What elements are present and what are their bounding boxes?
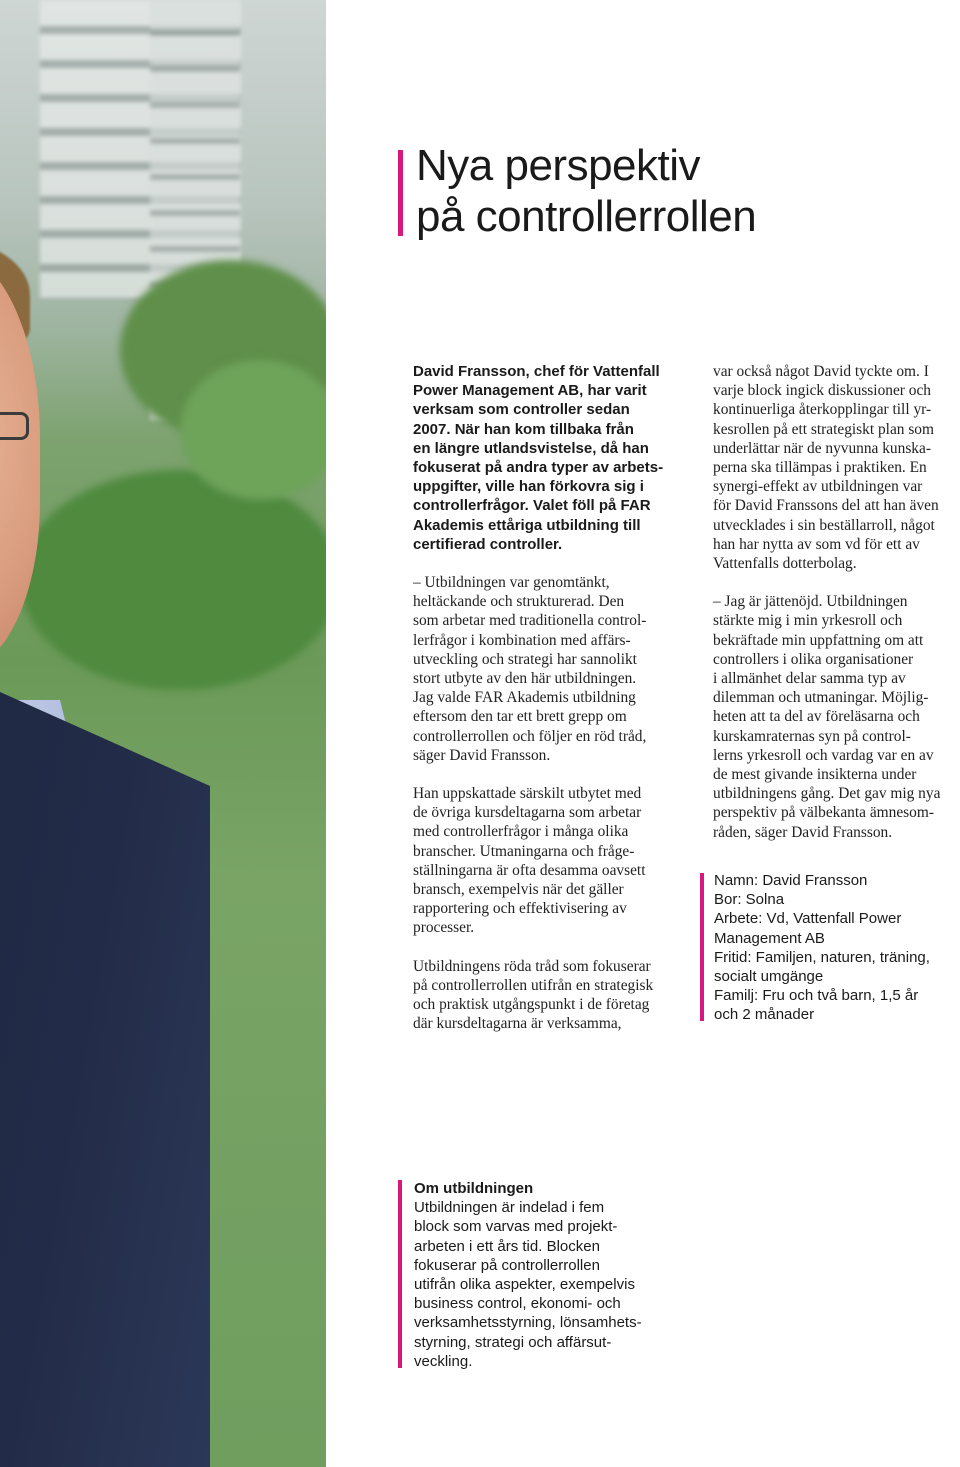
factbox-line: socialt umgänge	[714, 968, 824, 986]
body-line: eftersom den tar ett brett grepp om	[413, 708, 627, 726]
body-paragraph	[413, 784, 683, 938]
body-line: utveckling och strategi har sannolikt	[413, 650, 637, 668]
body-line: där kursdeltagarna är verksamma,	[413, 1015, 622, 1033]
body-line: kontinuerliga återkopplingar till yr-	[713, 401, 932, 419]
lead-line: David Fransson, chef för Vattenfall	[413, 363, 660, 380]
lead-line: en längre utlandsvistelse, då han	[413, 439, 649, 457]
body-line: med controllerfrågor i många olika	[413, 823, 629, 841]
body-line: utvecklades i sin beställarroll, något	[713, 516, 935, 534]
factbox-line: Management AB	[714, 929, 825, 947]
about-heading: Om utbildningen	[414, 1180, 534, 1197]
body-line: Vattenfalls dotterbolag.	[713, 555, 857, 573]
factbox	[714, 871, 954, 1025]
body-line: underlättar när de nyvunna kunska-	[713, 439, 931, 457]
body-line: stort utbyte av den här utbildningen.	[413, 670, 637, 688]
body-line: de övriga kursdeltagarna som arbetar	[413, 804, 642, 822]
body-line: ställningarna är ofta desamma oavsett	[413, 861, 646, 879]
body-line: de mest givande insikterna under	[713, 766, 917, 784]
body-line: han har nytta av som vd för ett av	[713, 535, 920, 553]
about-line: arbeten i ett års tid. Blocken	[414, 1237, 600, 1255]
factbox-accent-bar	[700, 873, 704, 1021]
body-line: bekräftade min uppfattning om att	[713, 631, 924, 649]
body-line: Jag valde FAR Akademis utbildning	[413, 689, 636, 707]
title-accent-bar	[398, 150, 403, 236]
lead-line: uppgifter, ville han förkovra sig i	[413, 478, 644, 496]
body-line: kurskamraternas syn på control-	[713, 727, 911, 745]
body-line: som arbetar med traditionella control-	[413, 612, 647, 630]
lead-line: controllerfrågor. Valet föll på FAR	[413, 497, 651, 515]
lead-line: Power Management AB, har varit	[413, 382, 647, 400]
body-line: branscher. Utmaningarna och fråge-	[413, 842, 635, 860]
body-line: stärkte mig i min yrkesroll och	[713, 612, 903, 630]
body-line: – Jag är jättenöjd. Utbildningen	[713, 593, 908, 611]
title-line: Nya perspektiv	[416, 141, 701, 190]
lead-line: fokuserat på andra typer av arbets-	[413, 459, 664, 477]
factbox-line: och 2 månader	[714, 1006, 815, 1024]
body-line: rapportering och effektivisering av	[413, 900, 627, 918]
body-line: och praktisk utgångspunkt i de företag	[413, 996, 650, 1014]
lead-paragraph	[413, 362, 683, 554]
body-line: råden, säger David Fransson.	[713, 823, 893, 841]
body-line: – Utbildningen var genomtänkt,	[413, 574, 610, 592]
photo-glasses	[0, 412, 29, 440]
lead-line: certifierad controller.	[413, 535, 563, 553]
body-line: Utbildningens röda tråd som fokuserar	[413, 957, 651, 975]
body-line: controllers i olika organisationer	[713, 650, 914, 668]
body-paragraph	[413, 573, 683, 765]
about-line: block som varvas med projekt-	[414, 1218, 618, 1236]
body-line: controllerrollen och följer en röd tråd,	[413, 727, 647, 745]
factbox-line: Namn: David Fransson	[714, 872, 868, 889]
body-line: perspektiv på välbekanta ämnesom-	[713, 804, 934, 822]
lead-line: Akademis ettåriga utbildning till	[413, 516, 641, 534]
body-line: var också något David tyckte om. I	[713, 363, 929, 380]
body-line: lerfrågor i kombination med affärs-	[413, 631, 631, 649]
about-line: business control, ekonomi- och	[414, 1295, 621, 1313]
lead-line: verksam som controller sedan	[413, 401, 630, 419]
body-line: kesrollen på ett strategiskt plan som	[713, 420, 934, 438]
right-column	[713, 362, 958, 842]
about-line: fokuserar på controllerrollen	[414, 1256, 600, 1274]
portrait-photo	[0, 0, 326, 1467]
factbox-line: Bor: Solna	[714, 891, 785, 909]
body-line: säger David Fransson.	[413, 746, 551, 764]
about-line: verksamhetsstyrning, lönsamhets-	[414, 1314, 642, 1332]
factbox-line: Arbete: Vd, Vattenfall Power	[714, 910, 902, 928]
about-accent-bar	[398, 1180, 402, 1368]
photo-jacket	[0, 690, 210, 1467]
left-column	[413, 362, 683, 1034]
about-box	[414, 1179, 674, 1371]
photo-foliage	[180, 360, 326, 500]
about-line: veckling.	[414, 1352, 473, 1370]
title-line: på controllerrollen	[416, 192, 757, 241]
body-line: processer.	[413, 919, 475, 937]
about-line: styrning, strategi och affärsut-	[414, 1333, 612, 1351]
body-line: heltäckande och strukturerad. Den	[413, 593, 625, 611]
about-line: utifrån olika aspekter, exempelvis	[414, 1276, 635, 1294]
about-line: Utbildningen är indelad i fem	[414, 1199, 605, 1217]
photo-foliage	[20, 470, 326, 690]
body-line: bransch, exempelvis när det gäller	[413, 881, 624, 899]
body-line: varje block ingick diskussioner och	[713, 382, 931, 400]
page-title	[416, 140, 756, 242]
factbox-line: Fritid: Familjen, naturen, träning,	[714, 948, 930, 966]
body-line: för David Franssons del att han även	[713, 497, 939, 515]
body-line: lerns yrkesroll och vardag var en av	[713, 746, 934, 764]
body-line: Han uppskattade särskilt utbytet med	[413, 785, 642, 803]
body-line: heten att ta del av föreläsarna och	[713, 708, 920, 726]
body-line: perna ska tillämpas i praktiken. En	[713, 459, 927, 477]
body-paragraph	[713, 592, 958, 842]
factbox-line: Familj: Fru och två barn, 1,5 år	[714, 987, 919, 1005]
body-line: dilemman och utmaningar. Möjlig-	[713, 689, 929, 707]
body-line: på controllerrollen utifrån en strategisk	[413, 976, 654, 994]
body-paragraph	[413, 957, 683, 1034]
body-line: synergi-effekt av utbildningen var	[713, 478, 923, 496]
body-line: utbildningens gång. Det gav mig nya	[713, 785, 941, 803]
body-paragraph	[713, 362, 958, 573]
body-line: i allmänhet delar samma typ av	[713, 670, 906, 688]
lead-line: 2007. När han kom tillbaka från	[413, 420, 634, 438]
